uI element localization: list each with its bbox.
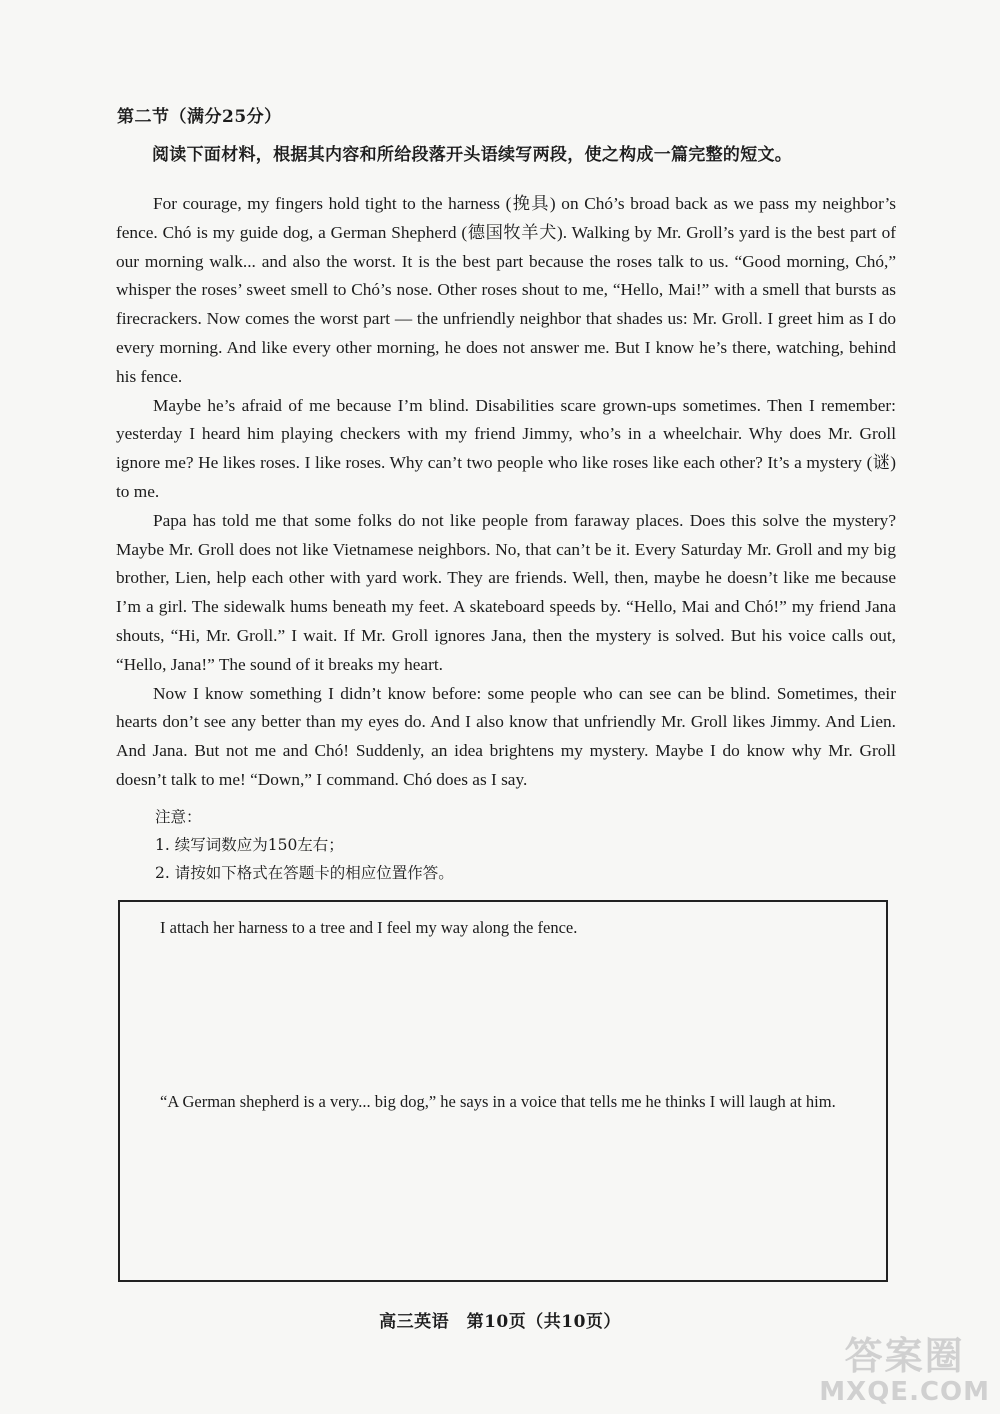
watermark-bottom: MXQE.COM xyxy=(819,1377,990,1407)
notes-heading: 注意： xyxy=(155,808,202,826)
continuation-prompt-2: “A German shepherd is a very... big dog,” he says in a voice that tells me he thinks I will laugh at him. xyxy=(160,1092,836,1111)
reading-passage xyxy=(116,190,896,795)
section-instruction: 阅读下面材料，根据其内容和所给段落开头语续写两段，使之构成一篇完整的短文。 xyxy=(152,145,793,165)
passage-paragraph-3: Papa has told me that some folks do not like people from faraway places. Does this solve the mystery? Maybe Mr. Groll does not like Vietnamese neighbors. No, that can’t be it. Every Saturday Mr. Groll and my big brother, Lien, help each other with yard work. They are friends. Well, then, maybe he doesn’t like me because I’m a girl. The sidewalk hums beneath my feet. A skateboard speeds by. “Hello, Mai and Chó!” my friend Jana shouts, “Hi, Mr. Groll.” I wait. If Mr. Groll ignores Jana, then the mystery is solved. But his voice calls out, “Hello, Jana!” The sound of it breaks my heart. xyxy=(116,510,896,674)
page-footer: 高三英语 第10页（共10页） xyxy=(379,1312,621,1332)
watermark-logo xyxy=(819,1334,990,1406)
answer-box xyxy=(118,900,888,1282)
notes-item-2: 2. 请按如下格式在答题卡的相应位置作答。 xyxy=(155,864,454,882)
section-title: 第二节（满分25分） xyxy=(117,107,282,127)
watermark-top: 答案圈 xyxy=(844,1334,965,1378)
passage-paragraph-1: For courage, my fingers hold tight to the harness (挽具) on Chó’s broad back as we pass my neighbor’s fence. Chó is my guide dog, a German Shepherd (德国牧羊犬). Walking by Mr. Groll’s yard is the best part of our morning walk... and also the worst. It is the best part because the roses talk to us. “Good morning, Chó,” whisper the roses’ sweet smell to Chó’s nose. Other roses shout to me, “Hello, Mai!” with a smell that bursts as firecrackers. Now comes the worst part — the unfriendly neighbor that shades us: Mr. Groll. I greet him as I do every morning. And like every other morning, he does not answer me. But I know he’s there, watching, behind his fence. xyxy=(116,194,896,386)
notes-block xyxy=(155,803,454,887)
passage-paragraph-4: Now I know something I didn’t know before: some people who can see can be blind. Sometimes, their hearts don’t see any better than my eyes do. And I also know that unfriendly Mr. Groll likes Jimmy. And Lien. And Jana. But not me and Chó! Suddenly, an idea brightens my mystery. Maybe I do know why Mr. Groll doesn’t talk to me! “Down,” I command. Chó does as I say. xyxy=(116,683,896,789)
passage-paragraph-2: Maybe he’s afraid of me because I’m blind. Disabilities scare grown-ups sometimes. Then I remember: yesterday I heard him playing checkers with my friend Jimmy, who’s in a wheelchair. Why does Mr. Groll ignore me? He likes roses. I like roses. Why can’t two people who like roses like each other? It’s a mystery (谜) to me. xyxy=(116,395,896,501)
notes-item-1: 1. 续写词数应为150左右； xyxy=(155,836,344,854)
continuation-prompt-1: I attach her harness to a tree and I feel my way along the fence. xyxy=(160,918,578,937)
